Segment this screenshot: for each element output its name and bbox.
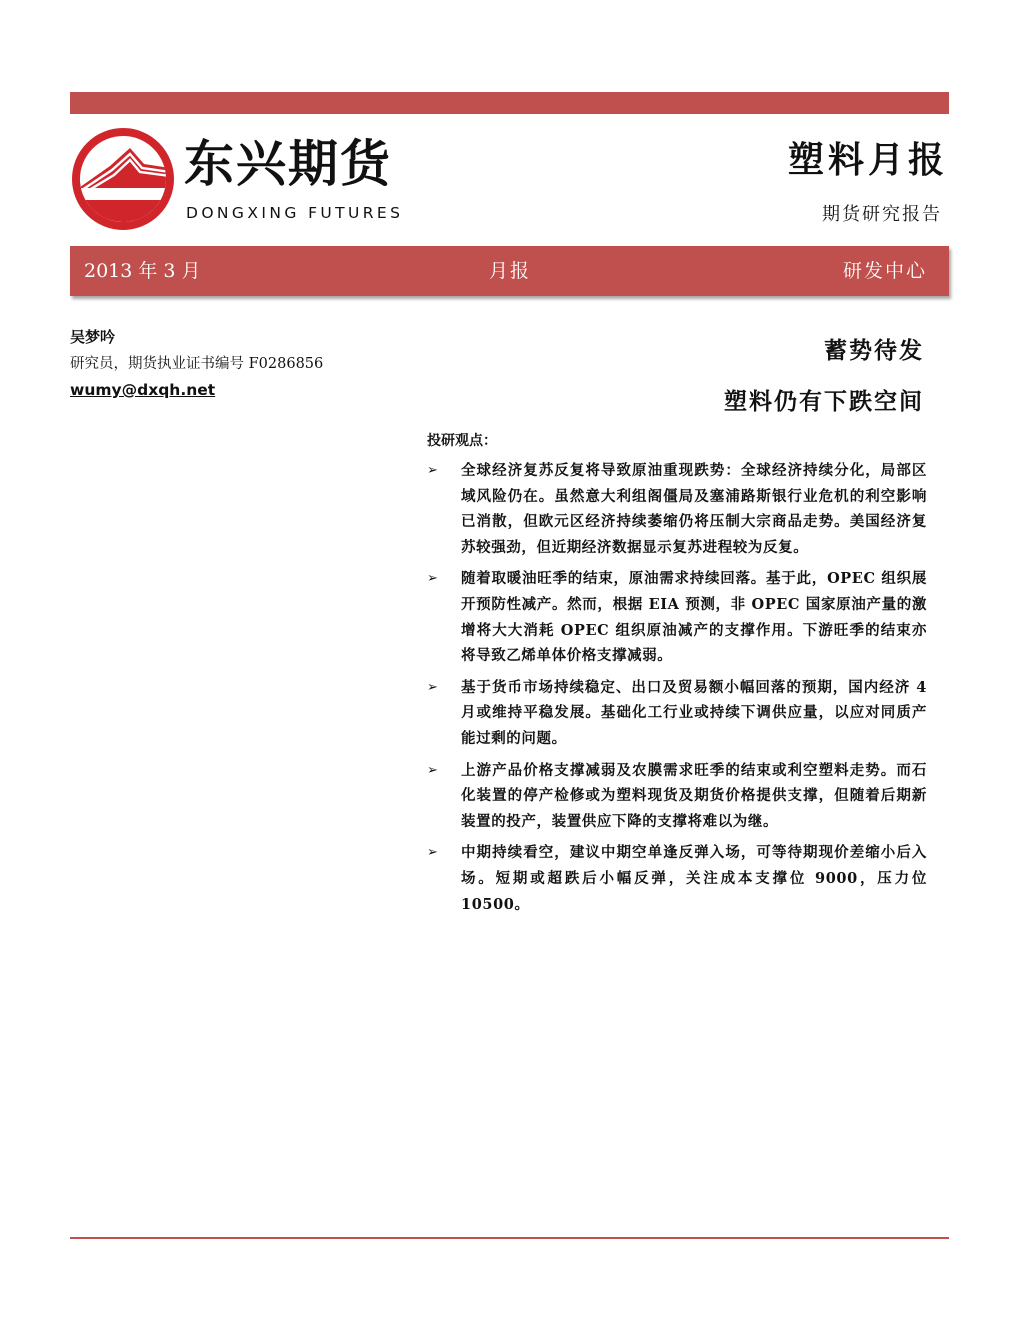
bottom-rule <box>70 1237 949 1239</box>
logo-emblem-icon <box>72 128 176 232</box>
top-accent-bar <box>70 92 949 114</box>
report-type: 月报 <box>489 260 532 282</box>
bullet-arrow-icon: ➢ <box>427 571 439 587</box>
logo-chinese-name: 东兴期货 <box>184 135 392 193</box>
department: 研发中心 <box>842 260 927 282</box>
list-item-text: 中期持续看空，建议中期空单逢反弹入场，可等待期现价差缩小后入场。短期或超跌后小幅反弹，关注成本支撑位 9000，压力位 10500。 <box>461 844 927 913</box>
list-item-text: 上游产品价格支撑减弱及农膜需求旺季的结束或利空塑料走势。而石化装置的停产检修或为塑料现货及期货价格提供支撑，但随着后期新装置的投产，装置供应下降的支撑将难以为继。 <box>461 761 927 830</box>
bullet-arrow-icon: ➢ <box>427 845 439 861</box>
subheadline: 塑料仍有下跌空间 <box>724 388 924 415</box>
bullet-arrow-icon: ➢ <box>427 679 439 695</box>
bullet-arrow-icon: ➢ <box>427 762 439 778</box>
headline: 蓄势待发 <box>824 337 924 364</box>
report-date: 2013 年 3 月 <box>84 260 201 282</box>
list-item <box>427 675 927 752</box>
author-title: 研究员，期货执业证书编号 F0286856 <box>70 356 324 372</box>
company-logo <box>72 128 422 228</box>
report-subtitle: 期货研究报告 <box>822 204 942 225</box>
logo-english-name: DONGXING FUTURES <box>186 204 404 222</box>
author-email-link[interactable]: wumy@dxqh.net <box>70 381 216 399</box>
list-item-text: 全球经济复苏反复将导致原油重现跌势：全球经济持续分化，局部区域风险仍在。虽然意大利组阁僵局及塞浦路斯银行业危机的利空影响已消散，但欧元区经济持续萎缩仍将压制大宗商品走势。美国经济复苏较强劲，但近期经济数据显示复苏进程较为反复。 <box>461 462 927 556</box>
list-item <box>427 840 927 917</box>
list-item <box>427 758 927 835</box>
views-list <box>427 458 927 923</box>
list-item <box>427 458 927 560</box>
info-bar <box>70 246 949 296</box>
author-name: 吴梦吟 <box>70 328 116 346</box>
bullet-arrow-icon: ➢ <box>427 463 439 478</box>
views-title: 投研观点： <box>427 433 497 449</box>
list-item <box>427 566 927 668</box>
list-item-text: 随着取暖油旺季的结束，原油需求持续回落。基于此，OPEC 组织展开预防性减产。然而，根据 EIA 预测，非 OPEC 国家原油产量的激增将大大消耗 OPEC 组织原油减产的支撑作用。下游旺季的结束亦将导致乙烯单体价格支撑减弱。 <box>461 570 927 665</box>
list-item-text: 基于货币市场持续稳定、出口及贸易额小幅回落的预期，国内经济 4 月或维持平稳发展。基础化工行业或持续下调供应量，以应对同质产能过剩的问题。 <box>461 678 927 747</box>
report-title: 塑料月报 <box>787 139 948 181</box>
